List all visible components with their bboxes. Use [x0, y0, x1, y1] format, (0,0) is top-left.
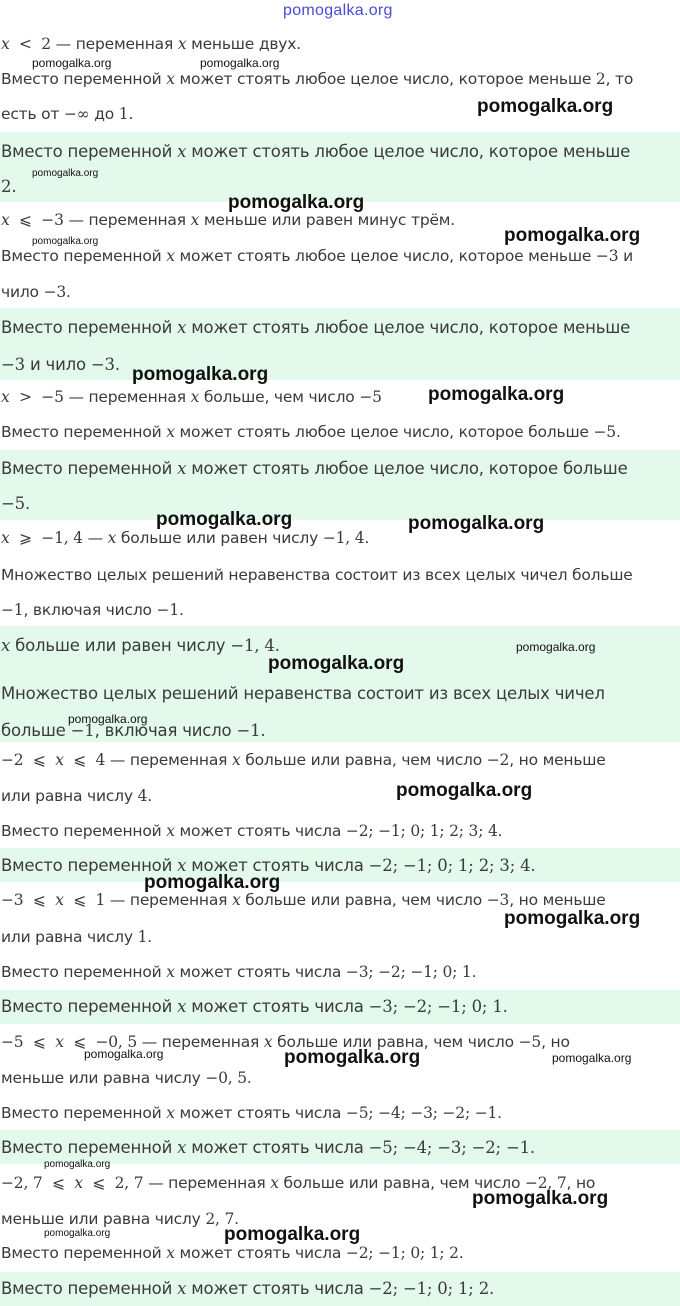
explanation-line: меньше или равна числу 2, 7.: [1, 1210, 239, 1228]
watermark: pomogalka.org: [32, 236, 99, 247]
explanation-line: Вместо переменной x может стоять числа −5; −4; −3; −2; −1.: [1, 1104, 502, 1122]
math-expression: −3 ⩽ x ⩽ 1: [1, 891, 106, 909]
explanation-line: меньше или равна числу −0, 5.: [1, 1069, 252, 1087]
watermark: pomogalka.org: [44, 1159, 111, 1170]
inequality-line: x ⩾ −1, 4 — x больше или равен числу −1, 4.: [1, 529, 370, 547]
answer-line: Вместо переменной x может стоять числа −2; −1; 0; 1; 2.: [1, 1279, 495, 1298]
watermark: pomogalka.org: [84, 1047, 164, 1061]
explanation-line: или равна числу 1.: [1, 928, 152, 946]
answer-line: Множество целых решений неравенства состоит из всех целых чичел: [1, 684, 605, 703]
math-expression: x ⩽ −3: [1, 211, 64, 229]
explanation-line: −1, включая число −1.: [1, 601, 184, 619]
watermark: pomogalka.org: [408, 513, 545, 534]
math-expression: −2 ⩽ x ⩽ 4: [1, 751, 106, 769]
answer-line: 2.: [1, 177, 17, 196]
watermark: pomogalka.org: [32, 56, 112, 70]
watermark: pomogalka.org: [200, 56, 280, 70]
watermark: pomogalka.org: [428, 384, 565, 405]
watermark: pomogalka.org: [156, 509, 293, 530]
watermark: pomogalka.org: [132, 364, 269, 385]
watermark: pomogalka.org: [44, 1228, 111, 1239]
watermark: pomogalka.org: [228, 192, 365, 213]
watermark: pomogalka.org: [224, 1224, 361, 1245]
watermark: pomogalka.org: [396, 780, 533, 801]
inequality-line: x < 2 — переменная x меньше двух.: [1, 35, 301, 53]
inequality-line: −2 ⩽ x ⩽ 4 — переменная x больше или равна, чем число −2, но меньше: [1, 751, 606, 769]
answer-line: −3 и чило −3.: [1, 355, 120, 374]
math-expression: −5 ⩽ x ⩽ −0, 5: [1, 1033, 138, 1051]
explanation-line: есть от −∞ до 1.: [1, 105, 134, 123]
explanation-line: Вместо переменной x может стоять числа −2; −1; 0; 1; 2.: [1, 1244, 464, 1262]
explanation-line: Вместо переменной x может стоять любое целое число, которое меньше 2, то: [1, 70, 634, 88]
answer-line: больше −1, включая число −1.: [1, 721, 266, 740]
math-expression: −2, 7 ⩽ x ⩽ 2, 7: [1, 1174, 144, 1192]
inequality-line: −2, 7 ⩽ x ⩽ 2, 7 — переменная x больше или равна, чем число −2, 7, но: [1, 1174, 596, 1192]
watermark: pomogalka.org: [477, 96, 614, 117]
inequality-line: −3 ⩽ x ⩽ 1 — переменная x больше или равна, чем число −3, но меньше: [1, 891, 606, 909]
watermark: pomogalka.org: [32, 168, 99, 179]
watermark: pomogalka.org: [472, 1188, 609, 1209]
math-expression: x ⩾ −1, 4: [1, 529, 83, 547]
watermark: pomogalka.org: [504, 225, 641, 246]
answer-line: Вместо переменной x может стоять числа −3; −2; −1; 0; 1.: [1, 997, 508, 1016]
explanation-line: Вместо переменной x может стоять любое целое число, которое больше −5.: [1, 423, 621, 441]
watermark: pomogalka.org: [552, 1051, 632, 1065]
watermark: pomogalka.org: [68, 712, 148, 726]
explanation-line: Вместо переменной x может стоять числа −3; −2; −1; 0; 1.: [1, 963, 477, 981]
watermark: pomogalka.org: [504, 908, 641, 929]
answer-line: −5.: [1, 494, 30, 513]
answer-line: Вместо переменной x может стоять числа −5; −4; −3; −2; −1.: [1, 1138, 535, 1157]
answer-line: Вместо переменной x может стоять числа −2; −1; 0; 1; 2; 3; 4.: [1, 856, 536, 875]
answer-line: x больше или равен числу −1, 4.: [1, 636, 280, 655]
answer-line: Вместо переменной x может стоять любое целое число, которое меньше: [1, 318, 631, 337]
watermark: pomogalka.org: [144, 872, 281, 893]
math-expression: x < 2: [1, 35, 51, 53]
inequality-line: −5 ⩽ x ⩽ −0, 5 — переменная x больше или равна, чем число −5, но: [1, 1033, 570, 1051]
watermark: pomogalka.org: [268, 653, 405, 674]
math-expression: x > −5: [1, 388, 64, 406]
watermark: pomogalka.org: [516, 640, 596, 654]
explanation-line: или равна числу 4.: [1, 787, 152, 805]
answer-line: Вместо переменной x может стоять любое целое число, которое больше: [1, 459, 628, 478]
explanation-line: Вместо переменной x может стоять числа −2; −1; 0; 1; 2; 3; 4.: [1, 822, 503, 840]
answer-line: Вместо переменной x может стоять любое целое число, которое меньше: [1, 142, 631, 161]
inequality-line: x ⩽ −3 — переменная x меньше или равен минус трём.: [1, 211, 456, 229]
explanation-line: Вместо переменной x может стоять любое целое число, которое меньше −3 и: [1, 247, 633, 265]
inequality-line: x > −5 — переменная x больше, чем число −5: [1, 388, 382, 406]
explanation-line: Множество целых решений неравенства состоит из всех целых чичел больше: [1, 566, 633, 584]
watermark: pomogalka.org: [284, 1047, 421, 1068]
explanation-line: чило −3.: [1, 283, 71, 301]
site-link[interactable]: pomogalka.org: [283, 2, 393, 19]
